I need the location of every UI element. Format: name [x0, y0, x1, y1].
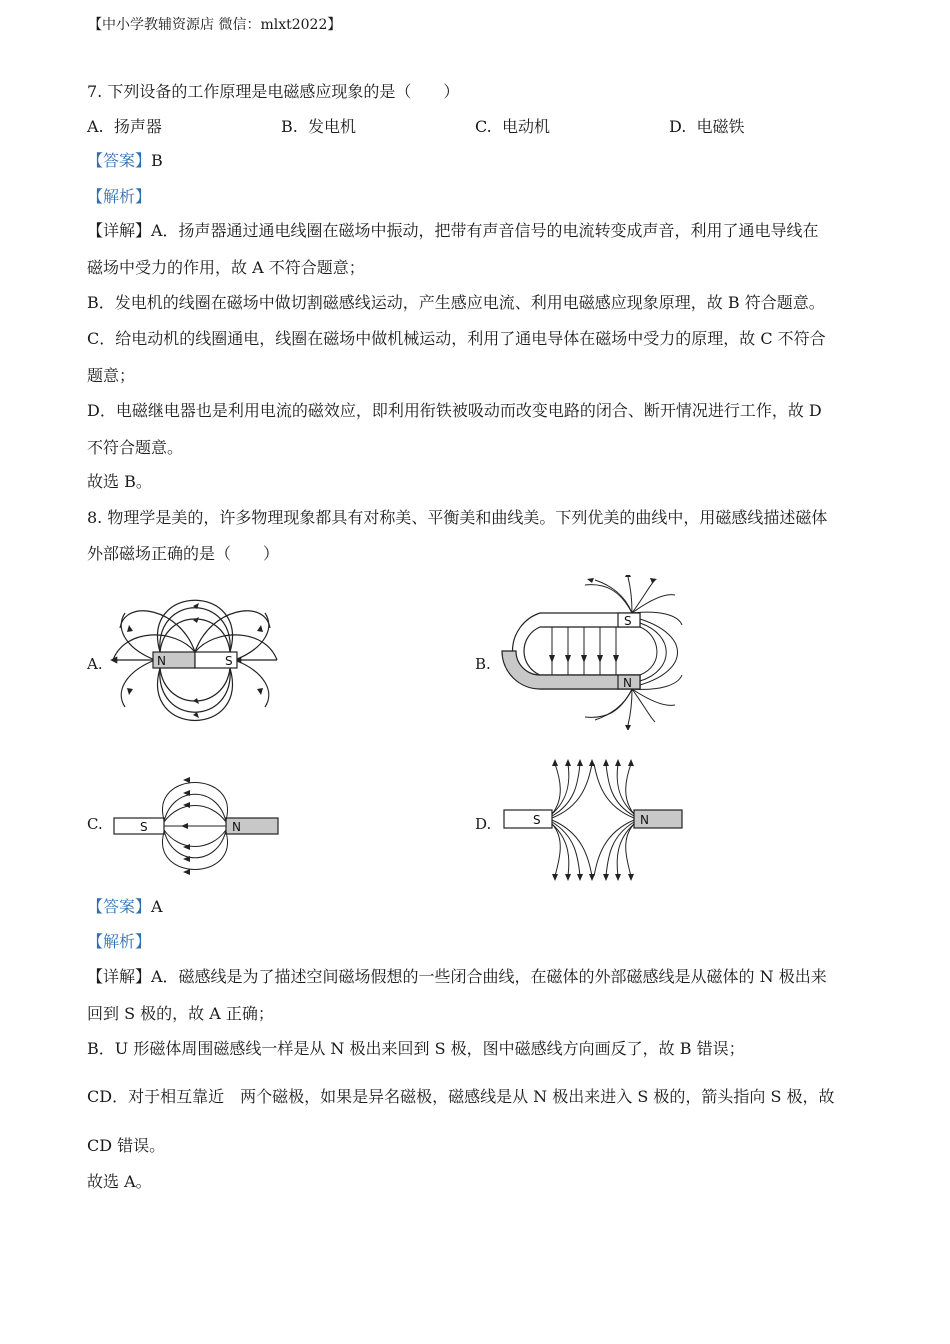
- option-text: 发电机: [308, 117, 357, 136]
- figure-d-south-pole: S: [533, 813, 541, 827]
- q7-analysis-tag: 【解析】: [87, 187, 152, 206]
- q7-detail-line: 【详解】A．扬声器通过通电线圈在磁场中振动，把带有声音信号的电流转变成声音，利用了通电导线在: [87, 221, 819, 240]
- q8-stem-line: 8. 物理学是美的，许多物理现象都具有对称美、平衡美和曲线美。下列优美的曲线中，用磁感线描述磁体: [87, 508, 828, 527]
- q7-stem: 7. 下列设备的工作原理是电磁感应现象的是（ ）: [87, 82, 460, 101]
- figure-c-north-pole: N: [232, 820, 241, 834]
- figure-d-north-pole: N: [640, 813, 649, 827]
- answer-tag: 【答案】: [87, 897, 152, 916]
- figure-a-north-pole: N: [157, 654, 166, 668]
- q8-detail-line: 回到 S 极的，故 A 正确；: [87, 1004, 274, 1023]
- q8-detail-line: 【详解】A．磁感线是为了描述空间磁场假想的一些闭合曲线，在磁体的外部磁感线是从磁体的 N 极出来: [87, 967, 827, 986]
- option-letter: C.: [475, 117, 492, 136]
- answer-value: B: [151, 151, 163, 170]
- figure-b-north-pole: N: [623, 676, 632, 690]
- q7-option-d: [669, 117, 745, 137]
- q7-detail-line: 题意；: [87, 366, 136, 385]
- q8-conclusion: 故选 A。: [87, 1172, 152, 1191]
- q7-detail-line: B．发电机的线圈在磁场中做切割磁感线运动，产生感应电流、利用电磁感应现象原理，故 B 符合题意。: [87, 293, 825, 312]
- q7-option-b: [281, 117, 356, 137]
- option-letter: B.: [281, 117, 298, 136]
- q7-option-c: [475, 117, 550, 137]
- figure-d-label: D.: [475, 815, 492, 833]
- q7-detail-line: 不符合题意。: [87, 438, 184, 457]
- q8-analysis-tag: 【解析】: [87, 932, 152, 951]
- option-text: 电动机: [501, 117, 550, 136]
- q8-stem-line: 外部磁场正确的是（ ）: [87, 544, 280, 563]
- figure-c-unlike-poles-field: [110, 770, 280, 885]
- figure-a-south-pole: S: [225, 654, 233, 668]
- q7-answer: [87, 151, 163, 171]
- figure-d-like-poles-field: [500, 758, 685, 883]
- figure-c-south-pole: S: [140, 820, 148, 834]
- option-text: 电磁铁: [696, 117, 745, 136]
- figure-a-bar-magnet-field: [105, 588, 285, 733]
- watermark-header: 【中小学教辅资源店 微信：mlxt2022】: [88, 17, 342, 33]
- option-text: 扬声器: [113, 117, 162, 136]
- figure-b-u-magnet-field: [500, 575, 690, 730]
- figure-a-label: A.: [87, 655, 103, 673]
- q7-detail-line: C．给电动机的线圈通电，线圈在磁场中做机械运动，利用了通电导体在磁场中受力的原理，故 C 不符合: [87, 329, 826, 348]
- figure-b-south-pole: S: [624, 614, 632, 628]
- q7-detail-line: D．电磁继电器也是利用电流的磁效应，即利用衔铁被吸动而改变电路的闭合、断开情况进行工作，故 D: [87, 401, 822, 420]
- figure-b-label: B.: [475, 655, 491, 673]
- answer-value: A: [151, 897, 163, 916]
- q7-detail-line: 磁场中受力的作用，故 A 不符合题意；: [87, 258, 365, 277]
- option-letter: D.: [669, 117, 687, 136]
- q8-detail-line: CD．对于相互靠近 两个磁极，如果是异名磁极，磁感线是从 N 极出来进入 S 极的，箭头指向 S 极，故: [87, 1087, 835, 1106]
- q8-detail-line: CD 错误。: [87, 1136, 166, 1155]
- q8-detail-line: B．U 形磁体周围磁感线一样是从 N 极出来回到 S 极，图中磁感线方向画反了，故 B 错误；: [87, 1039, 745, 1058]
- figure-c-label: C.: [87, 815, 103, 833]
- q7-option-a: [87, 117, 162, 137]
- q7-conclusion: 故选 B。: [87, 472, 152, 491]
- answer-tag: 【答案】: [87, 151, 152, 170]
- option-letter: A.: [87, 117, 104, 136]
- q8-answer: [87, 897, 163, 917]
